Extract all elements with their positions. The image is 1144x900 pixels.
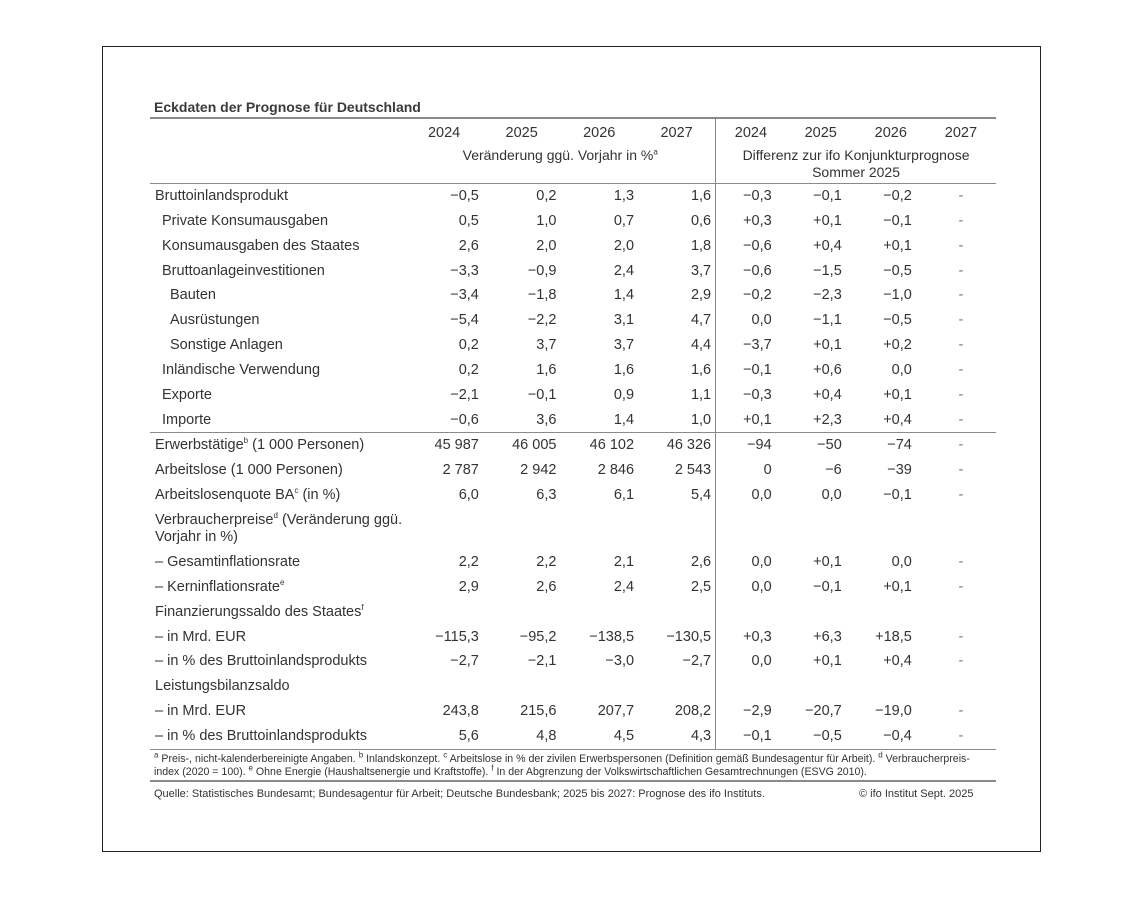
value-cell <box>560 674 638 699</box>
row-label-text: – in Mrd. EUR <box>155 628 247 645</box>
difference-cell <box>856 508 926 550</box>
table-row <box>150 333 996 358</box>
row-label <box>150 483 405 508</box>
difference-cell: −1,5 <box>813 262 842 279</box>
table-row <box>150 209 996 234</box>
difference-cell: 0,0 <box>716 483 786 508</box>
year-left-2024: 2024 <box>405 118 483 147</box>
difference-cell <box>786 674 856 699</box>
value-cell <box>483 508 561 550</box>
value-cell: 6,3 <box>536 487 557 504</box>
value-cell: 1,8 <box>690 237 712 254</box>
row-label <box>150 724 405 749</box>
row-label-text: Bauten <box>170 287 216 304</box>
table-row <box>150 649 996 674</box>
row-label-text: Sonstige Anlagen <box>170 337 283 354</box>
difference-cell: −2,9 <box>716 699 786 724</box>
difference-cell: +0,3 <box>716 625 786 650</box>
difference-cell: +0,1 <box>813 553 842 570</box>
row-label-text: – in % des Bruttoinlandsprodukts <box>155 727 367 744</box>
value-cell: 0,7 <box>613 212 635 229</box>
difference-cell: +0,4 <box>813 237 842 254</box>
value-cell: 1,6 <box>690 361 712 378</box>
difference-cell: - <box>958 337 964 354</box>
row-label-text: Private Konsumausgaben <box>162 212 329 229</box>
value-cell: 4,5 <box>560 724 638 749</box>
difference-cell: +0,4 <box>813 386 842 403</box>
difference-cell: −2,3 <box>813 287 842 304</box>
footnote-f: In der Abgrenzung der Volkswirtschaftlichen Gesamtrechnungen (ESVG 2010). <box>493 766 867 778</box>
row-label <box>150 283 405 308</box>
year-left-2027: 2027 <box>638 118 716 147</box>
year-right-2024: 2024 <box>716 118 786 147</box>
difference-cell: - <box>926 724 996 749</box>
table-row <box>150 674 996 699</box>
unit-left-sup: a <box>653 147 658 157</box>
value-cell: −2,7 <box>682 653 712 670</box>
difference-cell: −50 <box>786 433 856 458</box>
table-row <box>150 724 996 749</box>
row-label-text: Bruttoinlandsprodukt <box>155 188 288 204</box>
row-label <box>150 508 405 550</box>
difference-cell: +18,5 <box>875 628 912 645</box>
value-cell: 207,7 <box>597 703 635 720</box>
value-cell: −0,9 <box>527 262 557 279</box>
value-cell: 1,6 <box>613 361 635 378</box>
table-row <box>150 458 996 483</box>
value-cell: 0,2 <box>458 337 479 354</box>
value-cell: 2 942 <box>520 462 557 479</box>
row-label-text: Konsumausgaben des Staates <box>162 237 360 254</box>
row-label <box>150 550 405 575</box>
row-label <box>150 699 405 724</box>
difference-cell: - <box>958 312 964 329</box>
row-label <box>150 259 405 284</box>
difference-cell: +0,4 <box>883 411 912 428</box>
table-row <box>150 259 996 284</box>
footnote-c-mark: c <box>443 750 448 760</box>
difference-cell: +6,3 <box>813 628 842 645</box>
difference-cell: +0,4 <box>883 653 912 670</box>
footnote-a: Preis-, nicht-kalenderbereinigte Angaben. <box>158 753 359 765</box>
header-blank <box>150 118 405 147</box>
difference-cell: −39 <box>887 462 912 479</box>
value-cell: 46 102 <box>560 433 638 458</box>
footnote-d: Verbraucherpreis- index (2020 = 100). <box>154 753 970 778</box>
year-right-2025: 2025 <box>786 118 856 147</box>
value-cell: 3,7 <box>536 337 557 354</box>
difference-cell <box>926 508 996 550</box>
value-cell: 46 005 <box>483 433 561 458</box>
footnote-b: Inlandskonzept. <box>363 753 444 765</box>
difference-cell: −0,3 <box>716 383 786 408</box>
row-label <box>150 674 405 699</box>
row-label-text: Leistungsbilanzsaldo <box>155 678 290 695</box>
value-cell: 2,0 <box>613 237 635 254</box>
value-cell: 2,4 <box>613 262 635 279</box>
value-cell: 1,6 <box>690 188 712 204</box>
value-cell: 0,9 <box>613 386 635 403</box>
difference-cell: −74 <box>856 433 926 458</box>
footnote-d-mark: d <box>878 750 883 760</box>
difference-cell <box>926 674 996 699</box>
row-label <box>150 600 405 625</box>
value-cell: 2 543 <box>674 462 712 479</box>
row-label-text: – Gesamtinflationsrate <box>155 553 301 570</box>
value-cell: 2,6 <box>458 237 479 254</box>
row-label-text: Inländische Verwendung <box>162 361 321 378</box>
value-cell: 2,9 <box>690 287 712 304</box>
year-left-2026: 2026 <box>560 118 638 147</box>
forecast-table <box>150 117 996 750</box>
value-cell: −2,1 <box>450 386 479 403</box>
difference-cell <box>786 600 856 625</box>
value-cell: 1,4 <box>613 287 635 304</box>
difference-cell: - <box>958 487 964 504</box>
row-label-text: – in Mrd. EUR <box>155 703 247 720</box>
value-cell: 215,6 <box>520 703 557 720</box>
difference-cell: −0,6 <box>716 259 786 284</box>
value-cell: 0,5 <box>458 212 479 229</box>
difference-cell: - <box>958 212 964 229</box>
value-cell: 1,4 <box>613 411 635 428</box>
difference-cell: - <box>958 653 964 670</box>
difference-cell: −1,0 <box>883 287 912 304</box>
value-cell: 1,0 <box>536 212 557 229</box>
unit-right-label: Differenz zur ifo Konjunkturprognose Sommer 2025 <box>716 147 996 184</box>
value-cell: 3,7 <box>690 262 712 279</box>
difference-cell <box>856 674 926 699</box>
difference-cell: 0,0 <box>716 550 786 575</box>
row-label-suffix: (Veränderung ggü. Vorjahr in %) <box>155 511 403 545</box>
row-label <box>150 458 405 483</box>
table-row <box>150 508 996 550</box>
footnote-e: Ohne Energie (Haushaltsenergie und Kraftstoffe). <box>252 766 492 778</box>
value-cell: 0,2 <box>536 188 557 204</box>
value-cell: −5,4 <box>450 312 479 329</box>
difference-cell: - <box>958 386 964 403</box>
difference-cell: - <box>958 553 964 570</box>
year-header-row <box>150 118 996 147</box>
difference-cell <box>926 600 996 625</box>
row-label-text: Verbraucherpreise <box>155 511 274 528</box>
row-label <box>150 234 405 259</box>
difference-cell: +0,1 <box>813 337 842 354</box>
unit-blank <box>150 147 405 184</box>
difference-cell: −0,1 <box>883 487 912 504</box>
row-label <box>150 625 405 650</box>
value-cell: −0,1 <box>527 386 557 403</box>
table-row <box>150 433 996 458</box>
row-label <box>150 408 405 433</box>
row-label <box>150 575 405 600</box>
value-cell <box>405 674 483 699</box>
row-label <box>150 383 405 408</box>
value-cell: −0,6 <box>450 411 479 428</box>
value-cell: 4,8 <box>483 724 561 749</box>
difference-cell: +0,6 <box>813 361 842 378</box>
difference-cell: 0,0 <box>891 553 912 570</box>
difference-cell <box>716 508 786 550</box>
table-row <box>150 283 996 308</box>
difference-cell: −94 <box>716 433 786 458</box>
row-label-text: – in % des Bruttoinlandsprodukts <box>155 653 367 670</box>
row-label-footnote-mark: f <box>361 602 364 612</box>
difference-cell: −0,2 <box>716 283 786 308</box>
value-cell: 2,0 <box>536 237 557 254</box>
table-title: Eckdaten der Prognose für Deutschland <box>154 99 421 115</box>
difference-cell: −0,5 <box>883 262 912 279</box>
difference-cell: −20,7 <box>805 703 842 720</box>
row-label <box>150 649 405 674</box>
value-cell: 0,2 <box>458 361 479 378</box>
value-cell <box>483 600 561 625</box>
row-label-text: Finanzierungssaldo des Staates <box>155 603 362 620</box>
table-row <box>150 699 996 724</box>
difference-cell: - <box>926 433 996 458</box>
value-cell <box>638 508 716 550</box>
value-cell: 208,2 <box>674 703 712 720</box>
row-label-footnote-mark: c <box>294 486 299 496</box>
difference-cell: +0,1 <box>813 212 842 229</box>
difference-cell: 0 <box>716 458 786 483</box>
difference-cell: +0,1 <box>813 653 842 670</box>
row-label-text: – Kerninflationsrate <box>155 578 280 595</box>
value-cell: 5,6 <box>405 724 483 749</box>
difference-cell: −0,5 <box>786 724 856 749</box>
value-cell: 4,4 <box>690 337 712 354</box>
row-label-text: Exporte <box>162 386 212 403</box>
row-label-footnote-mark: b <box>243 436 249 446</box>
difference-cell: - <box>958 578 964 595</box>
row-label-text: Arbeitslose (1 000 Personen) <box>155 462 343 479</box>
value-cell: −3,3 <box>450 262 479 279</box>
year-left-2025: 2025 <box>483 118 561 147</box>
value-cell: −1,8 <box>527 287 557 304</box>
unit-left-text: Veränderung ggü. Vorjahr in % <box>462 147 654 163</box>
difference-cell: −0,1 <box>716 724 786 749</box>
difference-cell: −0,1 <box>883 212 912 229</box>
difference-cell: - <box>958 628 964 645</box>
value-cell: 2,2 <box>458 553 479 570</box>
difference-cell: - <box>958 237 964 254</box>
difference-cell: −0,3 <box>716 184 786 209</box>
table-row <box>150 483 996 508</box>
difference-cell: 0,0 <box>821 487 842 504</box>
value-cell: 2,4 <box>613 578 635 595</box>
difference-cell: −0,1 <box>716 358 786 383</box>
value-cell: 1,1 <box>690 386 712 403</box>
difference-cell: +2,3 <box>813 411 842 428</box>
footer-rule <box>150 780 996 782</box>
difference-cell: −0,2 <box>883 188 912 204</box>
table-row <box>150 234 996 259</box>
value-cell: 0,6 <box>690 212 712 229</box>
difference-cell: 0,0 <box>716 308 786 333</box>
value-cell <box>405 600 483 625</box>
value-cell: 2,9 <box>458 578 479 595</box>
difference-cell <box>716 674 786 699</box>
year-right-2027: 2027 <box>926 118 996 147</box>
value-cell: 2,6 <box>536 578 557 595</box>
row-label-suffix: (in %) <box>298 487 341 504</box>
footnote-a-mark: a <box>154 750 159 760</box>
table-row <box>150 550 996 575</box>
row-label <box>150 209 405 234</box>
value-cell: 4,7 <box>690 312 712 329</box>
value-cell <box>483 674 561 699</box>
row-label <box>150 308 405 333</box>
table-row <box>150 358 996 383</box>
value-cell: 3,1 <box>613 312 635 329</box>
difference-cell: −0,1 <box>813 578 842 595</box>
value-cell: 2,1 <box>613 553 635 570</box>
value-cell <box>560 600 638 625</box>
row-label-footnote-mark: e <box>279 577 285 587</box>
value-cell: 2,6 <box>690 553 712 570</box>
row-label <box>150 333 405 358</box>
value-cell: −3,0 <box>605 653 635 670</box>
value-cell: −115,3 <box>435 628 479 645</box>
table-row <box>150 184 996 209</box>
difference-cell <box>716 600 786 625</box>
difference-cell: −0,5 <box>883 312 912 329</box>
difference-cell: −0,1 <box>813 188 842 204</box>
value-cell: −2,2 <box>527 312 557 329</box>
value-cell <box>560 508 638 550</box>
row-label-text: Bruttoanlageinvestitionen <box>162 262 325 279</box>
value-cell: 4,3 <box>638 724 716 749</box>
value-cell: 46 326 <box>638 433 716 458</box>
row-label-suffix: (1 000 Personen) <box>248 437 365 454</box>
difference-cell <box>786 508 856 550</box>
difference-cell: −0,6 <box>716 234 786 259</box>
value-cell: 45 987 <box>405 433 483 458</box>
value-cell: −138,5 <box>589 628 635 645</box>
difference-cell: −0,4 <box>856 724 926 749</box>
table-row <box>150 383 996 408</box>
row-label-text: Arbeitslosenquote BA <box>155 487 295 504</box>
difference-cell: +0,1 <box>883 386 912 403</box>
difference-cell: 0,0 <box>716 649 786 674</box>
difference-cell: −3,7 <box>716 333 786 358</box>
value-cell: 3,6 <box>536 411 557 428</box>
difference-cell: −1,1 <box>813 312 842 329</box>
row-label <box>150 433 405 458</box>
footnote-e-mark: e <box>248 763 253 773</box>
value-cell: −95,2 <box>519 628 557 645</box>
difference-cell: - <box>958 462 964 479</box>
row-label <box>150 184 405 209</box>
row-label <box>150 358 405 383</box>
difference-cell: - <box>958 287 964 304</box>
value-cell: 2,5 <box>690 578 712 595</box>
value-cell <box>638 600 716 625</box>
row-label-footnote-mark: d <box>273 511 278 521</box>
difference-cell: −6 <box>825 462 842 479</box>
table-row <box>150 625 996 650</box>
value-cell: 2 787 <box>442 462 479 479</box>
copyright-note: © ifo Institut Sept. 2025 <box>859 788 974 800</box>
table-row <box>150 408 996 433</box>
difference-cell: +0,1 <box>883 237 912 254</box>
row-label-text: Erwerbstätige <box>155 437 244 454</box>
unit-header-row <box>150 147 996 184</box>
difference-cell: - <box>958 703 964 720</box>
row-label-text: Ausrüstungen <box>170 312 260 329</box>
difference-cell: - <box>958 411 964 428</box>
value-cell: 6,0 <box>458 487 479 504</box>
value-cell: −2,7 <box>450 653 479 670</box>
footnote-b-mark: b <box>358 750 364 760</box>
value-cell: −3,4 <box>450 287 479 304</box>
difference-cell: 0,0 <box>716 575 786 600</box>
footnotes <box>154 750 984 779</box>
value-cell <box>638 674 716 699</box>
table-row <box>150 308 996 333</box>
year-right-2026: 2026 <box>856 118 926 147</box>
difference-cell: +0,3 <box>716 209 786 234</box>
table-row <box>150 600 996 625</box>
difference-cell: - <box>958 188 964 204</box>
value-cell: 5,4 <box>690 487 712 504</box>
difference-cell: - <box>958 361 964 378</box>
table-row <box>150 575 996 600</box>
value-cell: 1,0 <box>690 411 712 428</box>
value-cell: 2,2 <box>536 553 557 570</box>
difference-cell: +0,1 <box>716 408 786 433</box>
difference-cell: +0,2 <box>883 337 912 354</box>
value-cell: 243,8 <box>442 703 479 720</box>
difference-cell <box>856 600 926 625</box>
difference-cell: +0,1 <box>883 578 912 595</box>
value-cell: −0,5 <box>450 188 479 204</box>
source-note: Quelle: Statistisches Bundesamt; Bundesagentur für Arbeit; Deutsche Bundesbank; 2025 bis 2027: Prognose des ifo Instituts. <box>154 788 765 800</box>
difference-cell: 0,0 <box>891 361 912 378</box>
footnote-f-mark: f <box>491 763 494 773</box>
row-label-text: Importe <box>162 411 212 428</box>
value-cell: 3,7 <box>613 337 635 354</box>
value-cell: −2,1 <box>527 653 557 670</box>
value-cell: 2 846 <box>597 462 635 479</box>
unit-left-label <box>405 147 715 184</box>
value-cell: 1,6 <box>536 361 557 378</box>
difference-cell: - <box>958 262 964 279</box>
value-cell: −130,5 <box>666 628 712 645</box>
value-cell: 1,3 <box>613 188 635 204</box>
footnote-c: Arbeitslose in % der zivilen Erwerbspersonen (Definition gemäß Bundesagentur für Arbeit). <box>447 753 879 765</box>
value-cell <box>405 508 483 550</box>
value-cell: 6,1 <box>613 487 635 504</box>
difference-cell: −19,0 <box>875 703 912 720</box>
